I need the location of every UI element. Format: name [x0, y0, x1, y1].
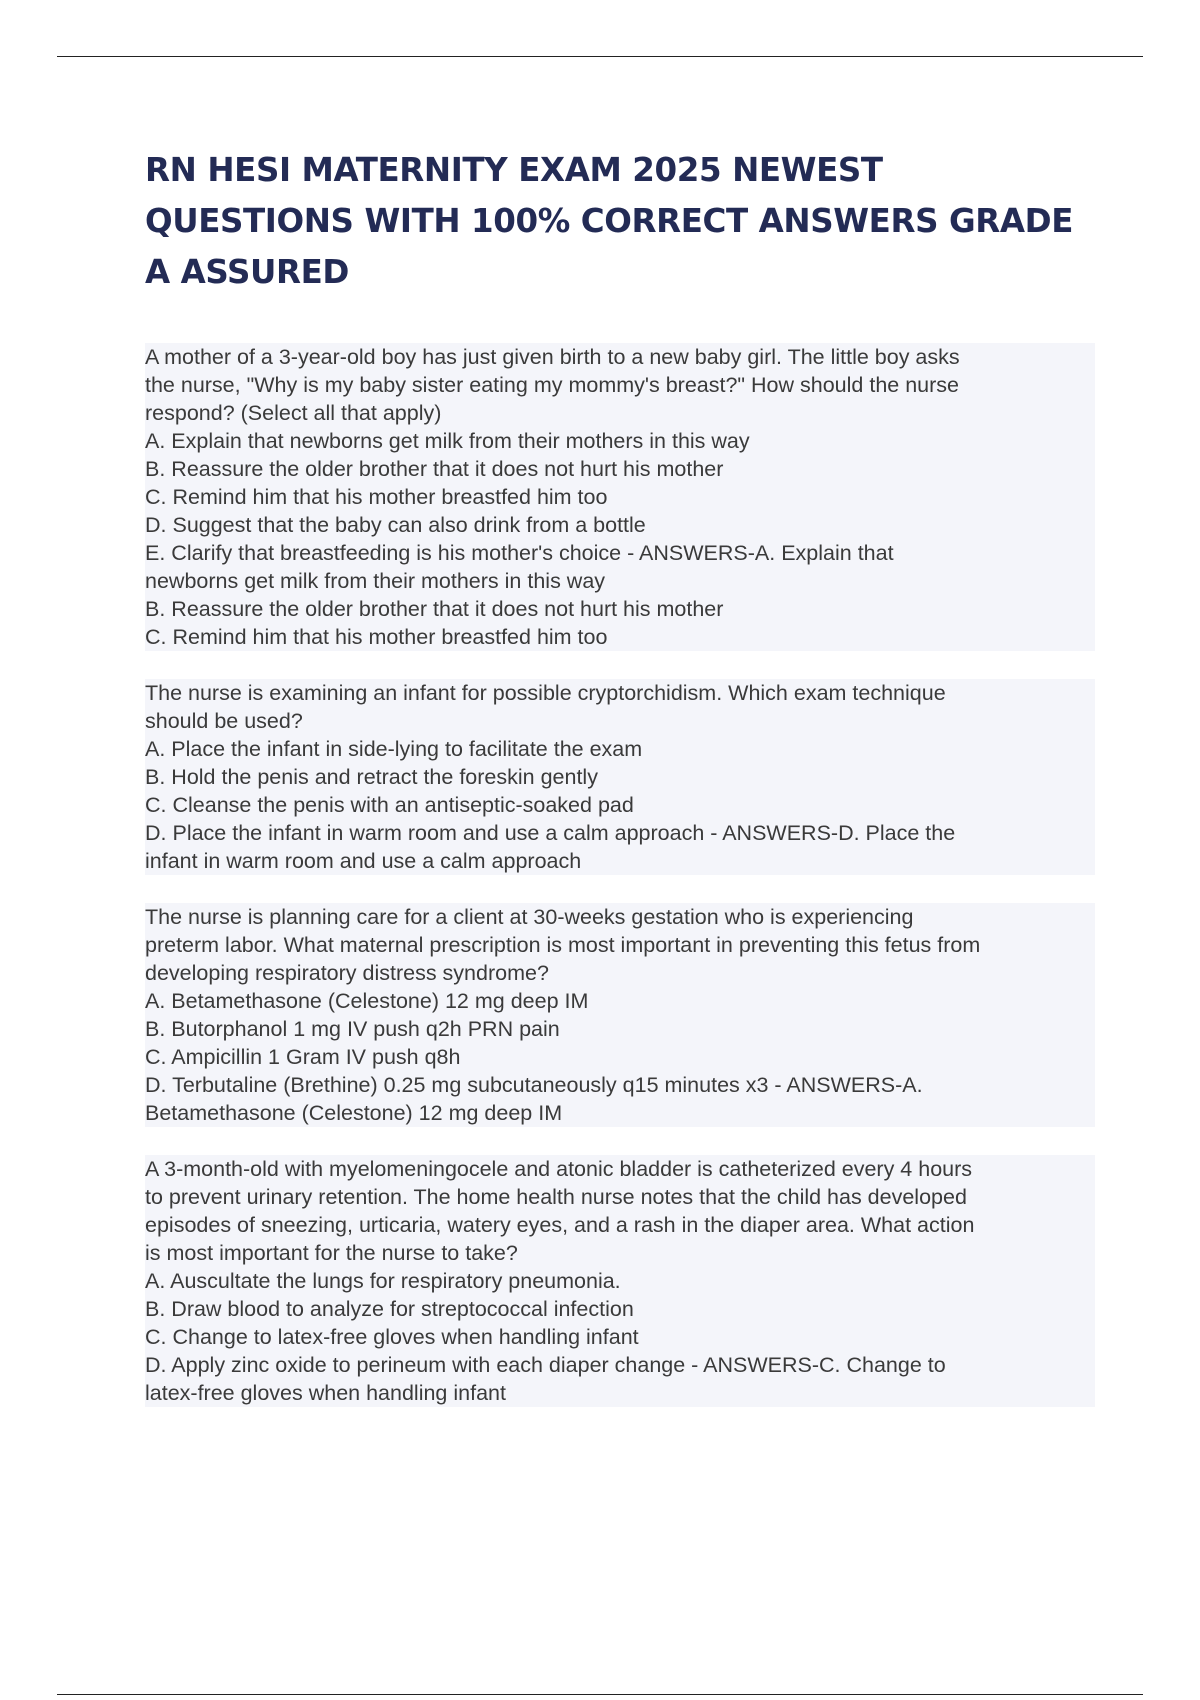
answer-line: Betamethasone (Celestone) 12 mg deep IM — [145, 1099, 1095, 1127]
option-line: C. Remind him that his mother breastfed him too — [145, 483, 1095, 511]
question-line: the nurse, "Why is my baby sister eating my mommy's breast?" How should the nurse — [145, 371, 1095, 399]
question-block — [145, 903, 1095, 1127]
question-block — [145, 1155, 1095, 1407]
question-line: respond? (Select all that apply) — [145, 399, 1095, 427]
document-body — [145, 343, 1095, 1435]
answer-line: D. Terbutaline (Brethine) 0.25 mg subcutaneously q15 minutes x3 - ANSWERS-A. — [145, 1071, 1095, 1099]
answer-line: E. Clarify that breastfeeding is his mother's choice - ANSWERS-A. Explain that — [145, 539, 1095, 567]
answer-line: latex-free gloves when handling infant — [145, 1379, 1095, 1407]
question-line: A mother of a 3-year-old boy has just given birth to a new baby girl. The little boy asks — [145, 343, 1095, 371]
option-line: A. Auscultate the lungs for respiratory pneumonia. — [145, 1267, 1095, 1295]
option-line: A. Place the infant in side-lying to facilitate the exam — [145, 735, 1095, 763]
top-rule — [57, 56, 1143, 57]
question-line: preterm labor. What maternal prescription is most important in preventing this fetus from — [145, 931, 1095, 959]
option-line: A. Betamethasone (Celestone) 12 mg deep IM — [145, 987, 1095, 1015]
question-block — [145, 679, 1095, 875]
question-line: A 3-month-old with myelomeningocele and atonic bladder is catheterized every 4 hours — [145, 1155, 1095, 1183]
answer-line: B. Reassure the older brother that it does not hurt his mother — [145, 595, 1095, 623]
option-line: B. Hold the penis and retract the foreskin gently — [145, 763, 1095, 791]
option-line: C. Ampicillin 1 Gram IV push q8h — [145, 1043, 1095, 1071]
option-line: B. Reassure the older brother that it does not hurt his mother — [145, 455, 1095, 483]
title-line: RN HESI MATERNITY EXAM 2025 NEWEST — [145, 151, 883, 189]
question-line: should be used? — [145, 707, 1095, 735]
question-line: developing respiratory distress syndrome? — [145, 959, 1095, 987]
option-line: D. Suggest that the baby can also drink from a bottle — [145, 511, 1095, 539]
question-line: The nurse is planning care for a client at 30-weeks gestation who is experiencing — [145, 903, 1095, 931]
answer-line: D. Place the infant in warm room and use a calm approach - ANSWERS-D. Place the — [145, 819, 1095, 847]
question-line: is most important for the nurse to take? — [145, 1239, 1095, 1267]
option-line: B. Butorphanol 1 mg IV push q2h PRN pain — [145, 1015, 1095, 1043]
document-title — [145, 145, 1105, 298]
option-line: C. Cleanse the penis with an antiseptic-soaked pad — [145, 791, 1095, 819]
answer-line: D. Apply zinc oxide to perineum with each diaper change - ANSWERS-C. Change to — [145, 1351, 1095, 1379]
title-line: A ASSURED — [145, 253, 349, 291]
title-line: QUESTIONS WITH 100% CORRECT ANSWERS GRADE — [145, 202, 1074, 240]
question-line: The nurse is examining an infant for possible cryptorchidism. Which exam technique — [145, 679, 1095, 707]
option-line: C. Change to latex-free gloves when handling infant — [145, 1323, 1095, 1351]
question-line: episodes of sneezing, urticaria, watery eyes, and a rash in the diaper area. What action — [145, 1211, 1095, 1239]
option-line: A. Explain that newborns get milk from their mothers in this way — [145, 427, 1095, 455]
question-block — [145, 343, 1095, 651]
question-line: to prevent urinary retention. The home health nurse notes that the child has developed — [145, 1183, 1095, 1211]
answer-line: newborns get milk from their mothers in this way — [145, 567, 1095, 595]
answer-line: C. Remind him that his mother breastfed him too — [145, 623, 1095, 651]
answer-line: infant in warm room and use a calm approach — [145, 847, 1095, 875]
bottom-rule — [57, 1694, 1143, 1695]
option-line: B. Draw blood to analyze for streptococcal infection — [145, 1295, 1095, 1323]
